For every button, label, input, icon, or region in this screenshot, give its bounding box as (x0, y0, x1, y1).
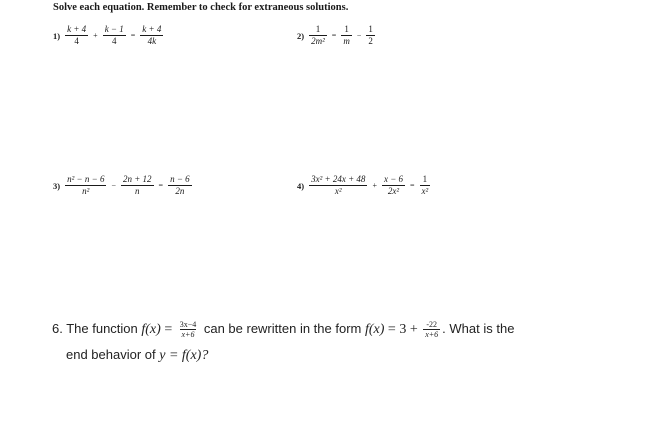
operator: = (130, 31, 136, 40)
fraction: $\frac{k + 4}{4k}$ (142, 24, 162, 46)
operator: + (93, 31, 98, 40)
operator: = (331, 31, 337, 40)
problem-number: 3) (53, 180, 61, 191)
question-6-text: end behavior of (66, 347, 160, 362)
rewritten-fraction: $\frac{-22}{x+6}$ (425, 320, 439, 339)
fraction: $\frac{x - 6}{\text{2x²}}$ (383, 174, 404, 196)
fraction: $\frac{k + 4}{4}$ (67, 24, 87, 46)
fraction: $\frac{2n + 12}{n}$ (122, 174, 152, 196)
function-fraction: $\frac{3x-4}{x+6}$ (179, 320, 197, 339)
fraction: $\frac{n - 6}{2n}$ (170, 174, 190, 196)
problem-number: 4) (297, 180, 305, 191)
instructions-heading: Solve each equation. Remember to check for extraneous solutions. (53, 2, 349, 13)
function-notation: f(x) (364, 321, 385, 337)
equals-expression: = 3 + (384, 321, 422, 337)
question-6-text: can be rewritten in the form (200, 320, 365, 336)
operator: − (356, 31, 362, 40)
problem-4 (297, 174, 432, 197)
fraction: $\frac{1}{2}$ (368, 24, 373, 46)
problem-2 (297, 24, 377, 47)
operator: − (111, 181, 116, 190)
question-6-text: . What is the (442, 320, 515, 336)
problem-1 (53, 24, 165, 47)
equals-sign: = (160, 321, 176, 337)
fraction: $\frac{\text{n² − n − 6}}{\text{n²}}$ (67, 174, 105, 196)
problem-3 (53, 174, 194, 197)
problem-number: 1) (53, 30, 61, 41)
question-6-line-1 (52, 320, 514, 339)
operator: = (410, 181, 415, 190)
function-notation: f(x) (141, 321, 161, 337)
operator: + (372, 181, 377, 190)
problem-number: 2) (297, 30, 305, 41)
function-notation: y = f(x)? (159, 348, 209, 363)
fraction: $\frac{\text{3x² + 24x + 48}}{\text{x²}}$ (311, 174, 366, 196)
fraction: $\frac{1}{m}$ (343, 24, 350, 46)
question-6-text: 6. The function (52, 320, 142, 336)
question-6-line-2 (66, 347, 208, 364)
fraction: $\frac{1}{\text{x²}}$ (421, 174, 429, 196)
operator: = (158, 181, 164, 190)
fraction: $\frac{1}{\text{2m²}}$ (311, 24, 325, 46)
fraction: $\frac{k - 1}{4}$ (104, 24, 124, 46)
